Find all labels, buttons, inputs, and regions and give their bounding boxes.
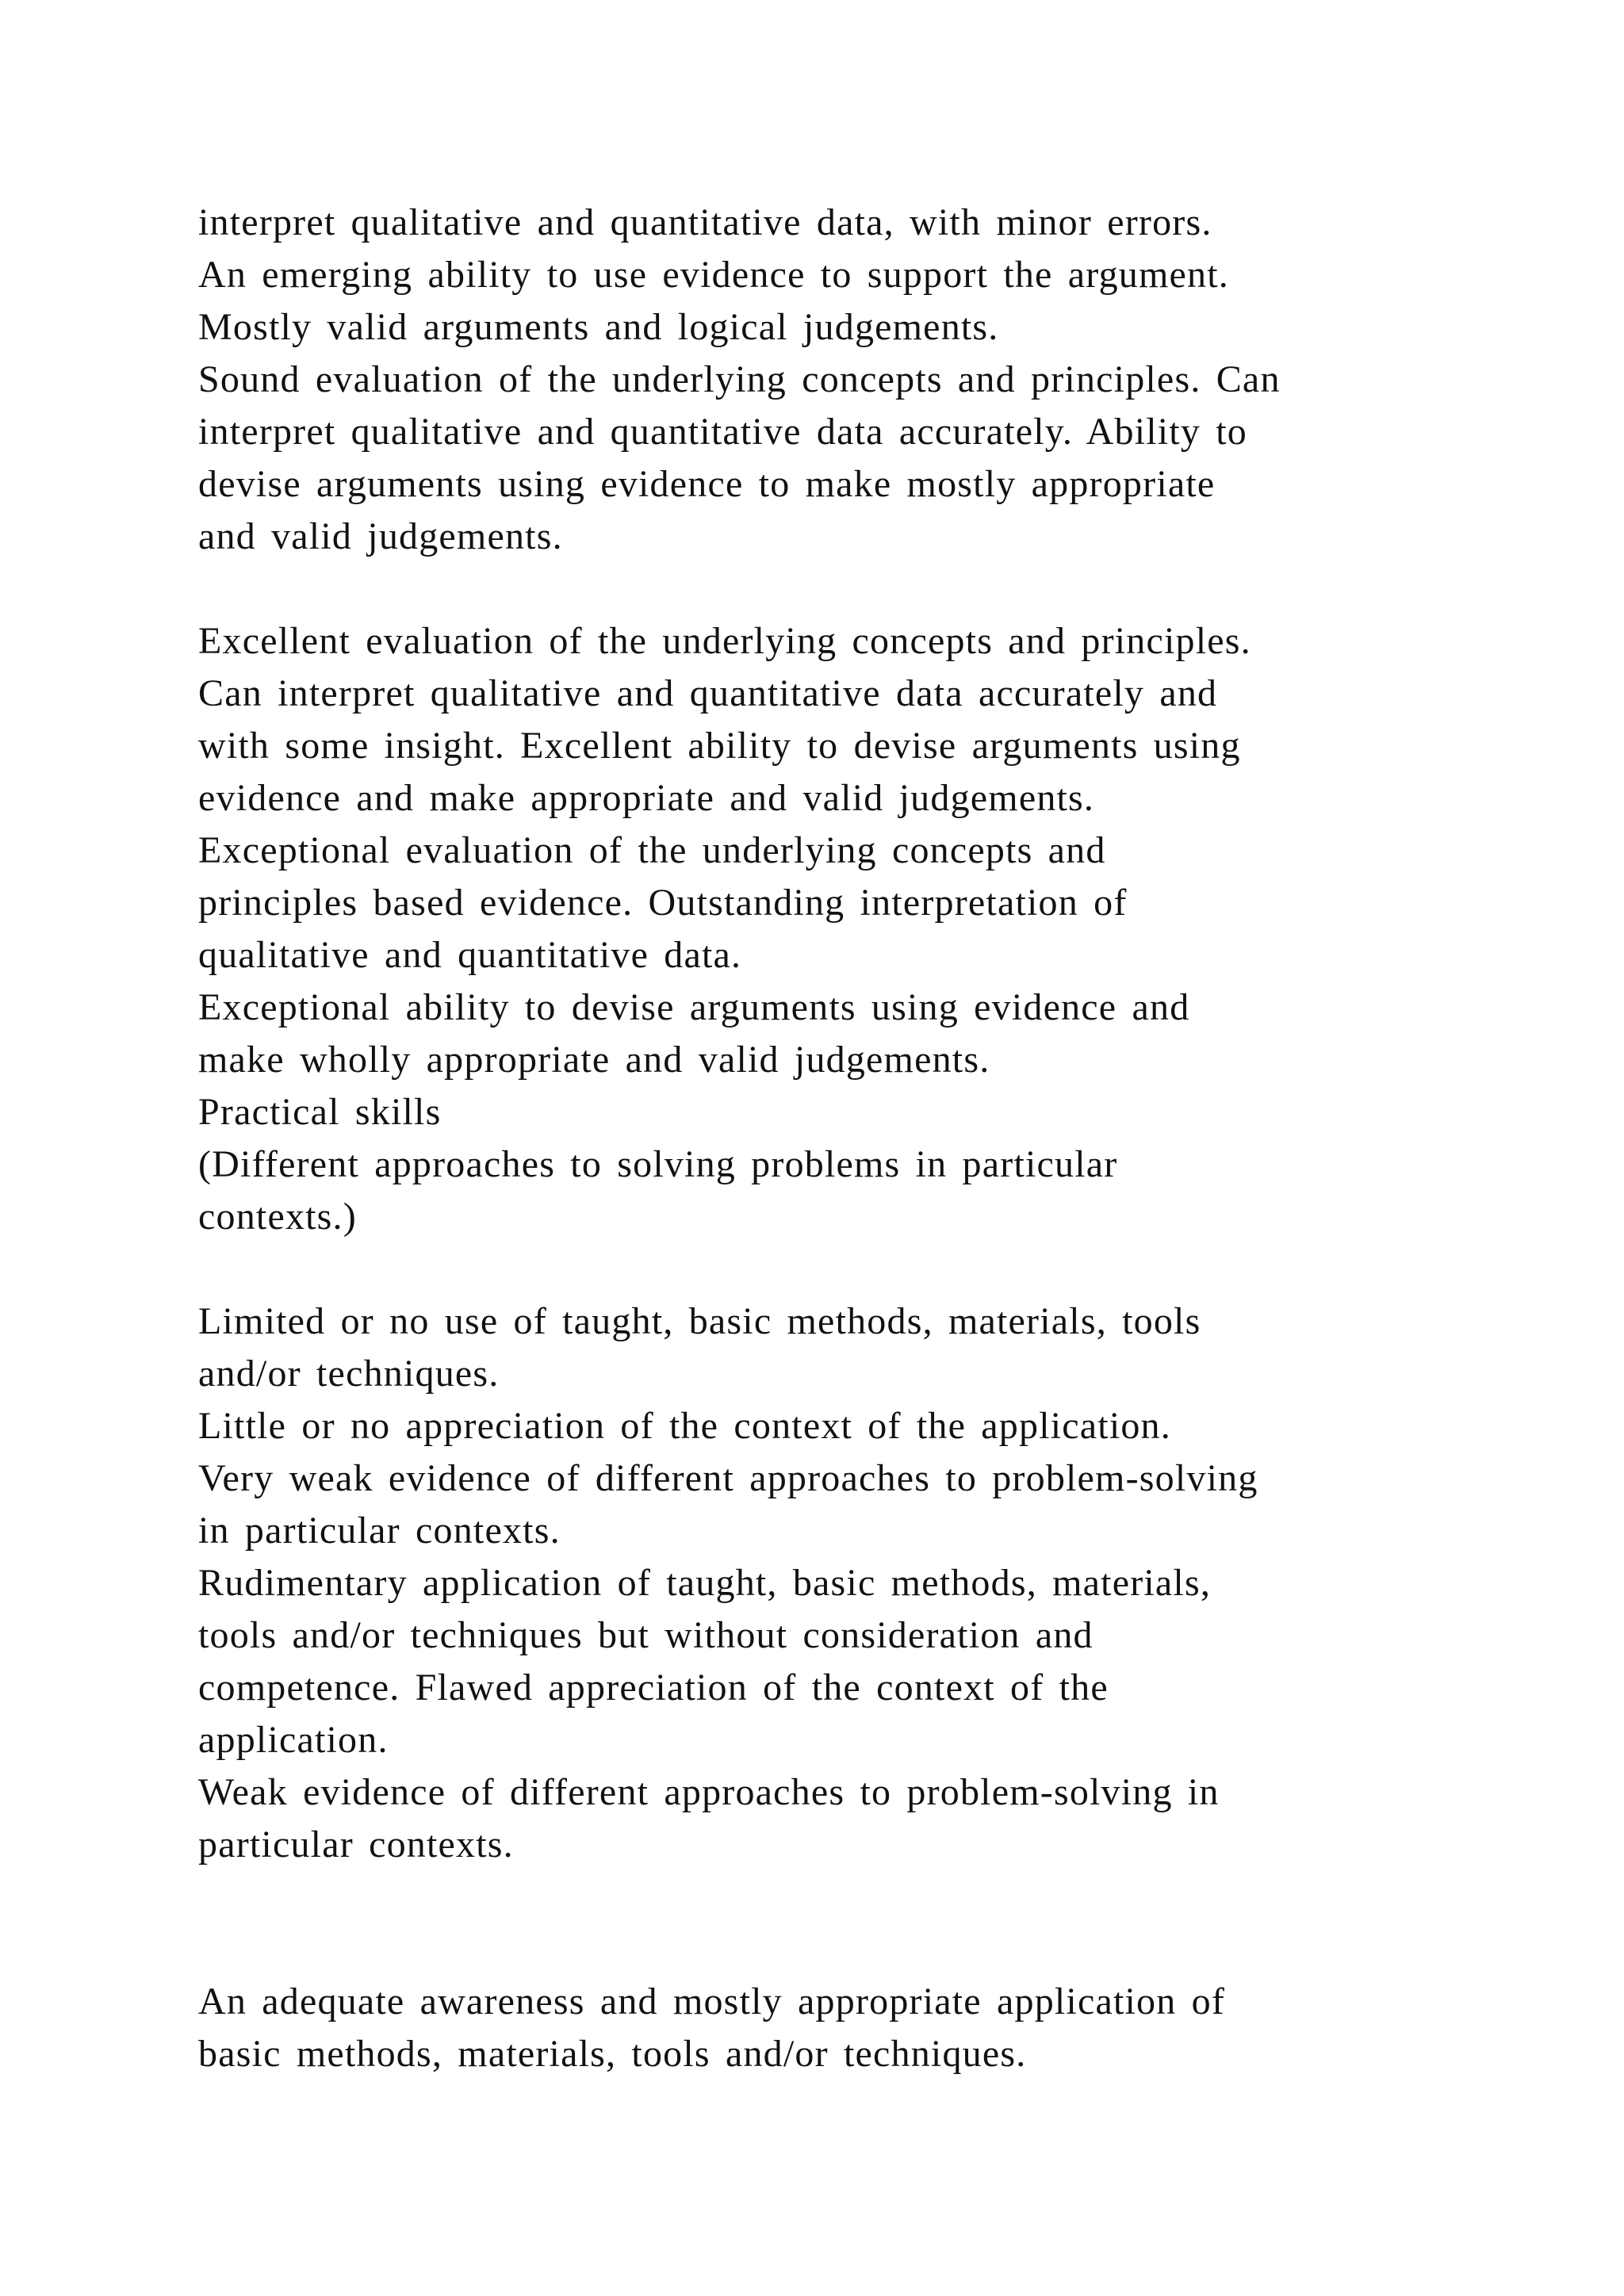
text-line: Excellent evaluation of the underlying concepts and principles. xyxy=(198,620,1251,662)
blank-line xyxy=(198,563,1507,615)
blank-line xyxy=(198,1243,1507,1295)
text-line: application. xyxy=(198,1719,389,1761)
text-line: Very weak evidence of different approaches to problem-solving xyxy=(198,1457,1258,1499)
text-line: Mostly valid arguments and logical judgements. xyxy=(198,306,999,348)
text-line: interpret qualitative and quantitative data, with minor errors. xyxy=(198,201,1212,243)
text-line: basic methods, materials, tools and/or techniques. xyxy=(198,2033,1027,2075)
text-line: tools and/or techniques but without consideration and xyxy=(198,1614,1094,1656)
text-line: Rudimentary application of taught, basic methods, materials, xyxy=(198,1562,1212,1604)
text-line: Can interpret qualitative and quantitative data accurately and xyxy=(198,672,1218,714)
section-heading: Practical skills xyxy=(198,1091,442,1133)
text-line: An emerging ability to use evidence to support the argument. xyxy=(198,254,1229,296)
text-line: Weak evidence of different approaches to problem-solving in xyxy=(198,1771,1220,1813)
text-line: qualitative and quantitative data. xyxy=(198,934,742,976)
text-line: contexts.) xyxy=(198,1196,357,1238)
text-line: with some insight. Excellent ability to devise arguments using xyxy=(198,725,1241,767)
text-line: competence. Flawed appreciation of the context of the xyxy=(198,1667,1109,1709)
text-line: Sound evaluation of the underlying concepts and principles. Can xyxy=(198,358,1281,400)
document-body xyxy=(198,197,1507,2080)
text-line: devise arguments using evidence to make mostly appropriate xyxy=(198,463,1216,505)
text-line: Little or no appreciation of the context of the application. xyxy=(198,1405,1171,1447)
blank-line xyxy=(198,1923,1507,1976)
text-line: Exceptional evaluation of the underlying concepts and xyxy=(198,829,1106,871)
text-line: principles based evidence. Outstanding interpretation of xyxy=(198,882,1128,924)
blank-line xyxy=(198,1871,1507,1923)
text-line: Limited or no use of taught, basic methods, materials, tools xyxy=(198,1300,1201,1342)
text-line: evidence and make appropriate and valid judgements. xyxy=(198,777,1095,819)
text-line: particular contexts. xyxy=(198,1823,514,1866)
text-line: and/or techniques. xyxy=(198,1353,500,1395)
text-line: Exceptional ability to devise arguments using evidence and xyxy=(198,986,1190,1028)
text-line: (Different approaches to solving problems in particular xyxy=(198,1143,1118,1185)
text-line: in particular contexts. xyxy=(198,1510,561,1552)
text-line: make wholly appropriate and valid judgements. xyxy=(198,1039,990,1081)
text-line: interpret qualitative and quantitative data accurately. Ability to xyxy=(198,411,1247,453)
text-line: An adequate awareness and mostly appropriate application of xyxy=(198,1980,1226,2022)
text-line: and valid judgements. xyxy=(198,515,563,557)
